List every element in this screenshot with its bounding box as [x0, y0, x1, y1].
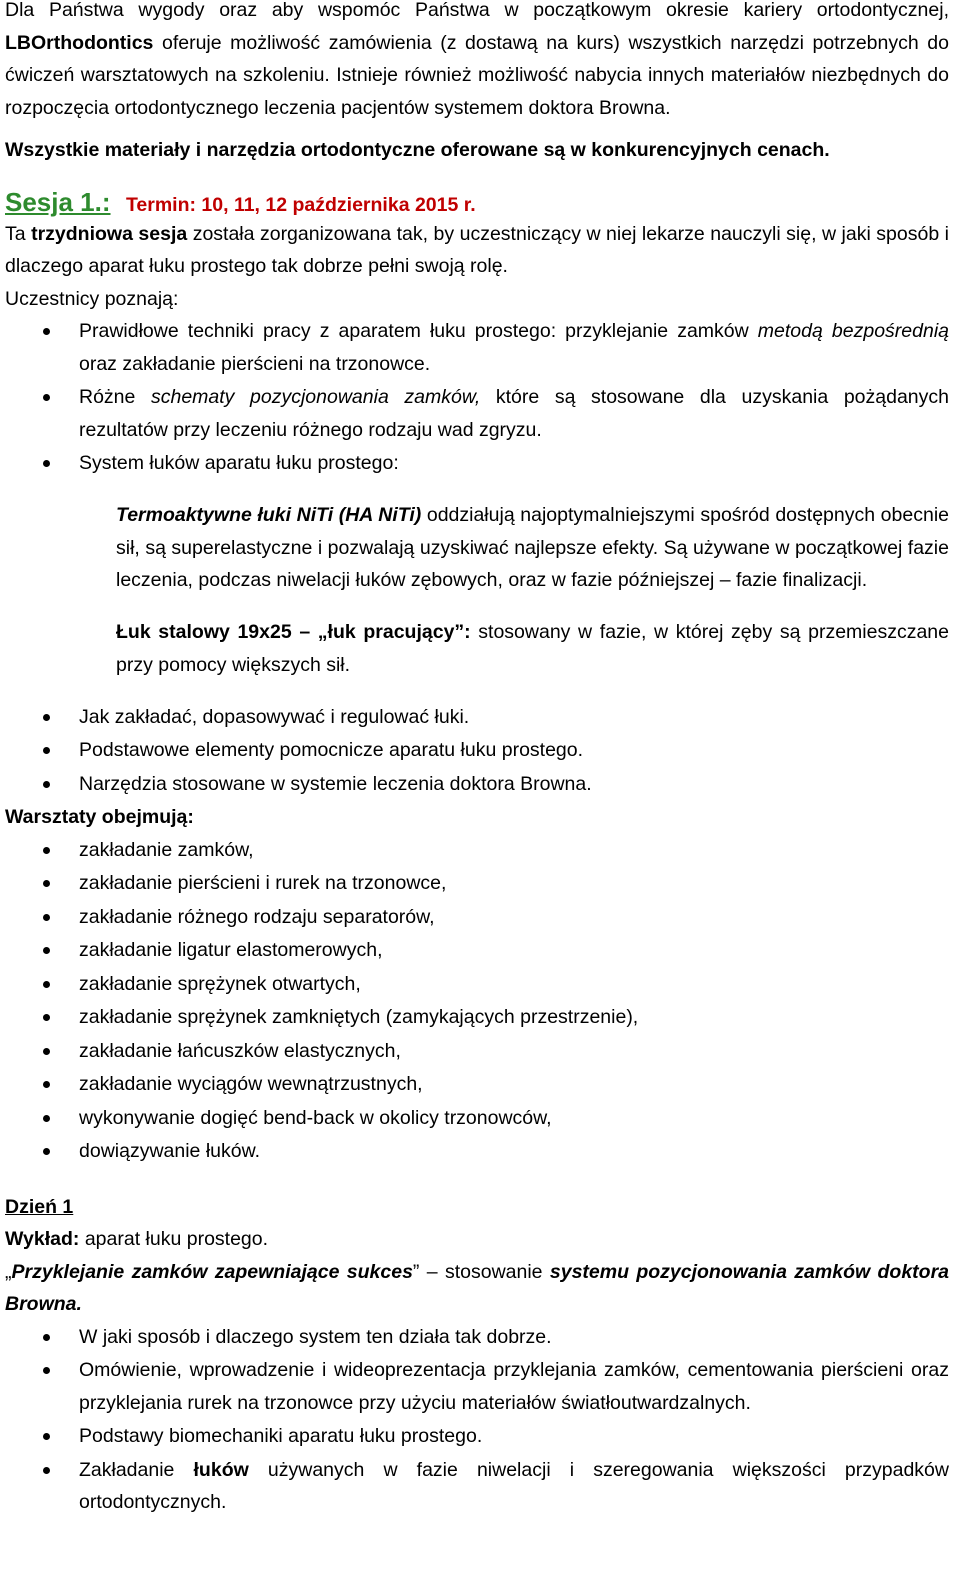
intro-text-1: Dla Państwa wygody oraz aby wspomóc Państwa w początkowym okresie kariery ortodontycznej, — [5, 0, 949, 21]
bonding-system: systemu pozycjonowania zamków doktora Browna. — [5, 1260, 950, 1315]
intro-paragraph — [5, 0, 949, 124]
list-item — [5, 447, 949, 480]
quote-close: ” — [412, 1260, 420, 1283]
workshop-list — [5, 834, 949, 1168]
day-heading: Dzień 1 — [5, 1195, 74, 1218]
list-item: zakładanie zamków, — [5, 834, 949, 867]
archwire-steel-paragraph — [116, 616, 949, 681]
steel-term: Łuk stalowy 19x25 – „łuk pracujący”: — [116, 621, 471, 643]
list-item: zakładanie ligatur elastomerowych, — [5, 934, 949, 967]
pricing-note: Wszystkie materiały i narzędzia ortodontyczne oferowane są w konkurencyjnych cenach. — [5, 139, 830, 161]
list-item: zakładanie wyciągów wewnątrzustnych, — [5, 1068, 949, 1101]
learn-list — [5, 315, 949, 480]
item-text: Zakładanie — [79, 1458, 194, 1481]
item-italic: schematy pozycjonowania zamków, — [150, 386, 481, 408]
lecture-line — [5, 1223, 949, 1256]
list-item: zakładanie sprężynek otwartych, — [5, 968, 949, 1001]
list-item: dowiązywanie łuków. — [5, 1135, 949, 1168]
lecture-label: Wykład: — [5, 1228, 80, 1250]
item-text: System łuków aparatu łuku prostego: — [79, 452, 399, 474]
list-item: Jak zakładać, dopasowywać i regulować łuki. — [5, 701, 949, 734]
list-item: zakładanie sprężynek zamkniętych (zamykających przestrzenie), — [5, 1001, 949, 1034]
quote-open: „ — [5, 1260, 12, 1283]
day1-list — [5, 1321, 949, 1519]
list-item: wykonywanie dogięć bend-back w okolicy trzonowców, — [5, 1102, 949, 1135]
list-item: zakładanie różnego rodzaju separatorów, — [5, 901, 949, 934]
list-item: zakładanie łańcuszków elastycznych, — [5, 1035, 949, 1068]
item-text: które są stosowane dla uzyskania pożądanych rezultatów przy leczeniu różnego rodzaju wad zgryzu. — [79, 386, 949, 441]
lecture-text: aparat łuku prostego. — [79, 1228, 269, 1250]
item-text: Różne — [79, 386, 151, 408]
niti-term: Termoaktywne łuki NiTi (HA NiTi) — [116, 504, 422, 526]
session-date: Termin: 10, 11, 12 października 2015 r. — [125, 193, 476, 216]
list-item — [5, 315, 949, 380]
list-item: Narzędzia stosowane w systemie leczenia doktora Browna. — [5, 768, 949, 801]
list-item — [5, 381, 949, 446]
list-item: Podstawowe elementy pomocnicze aparatu łuku prostego. — [5, 734, 949, 767]
item-text: używanych w fazie niwelacji i szeregowania większości przypadków ortodontycznych. — [79, 1458, 949, 1513]
brand-name: LBOrthodontics — [5, 31, 154, 54]
item-italic: metodą bezpośrednią — [757, 320, 949, 342]
niti-text: oddziałują najoptymalniejszymi spośród dostępnych obecnie sił, są superelastyczne i pozwalają uzyskiwać najlepsze efekty. Są używane w początkowej fazie leczenia, podczas niwelacji łuków zębowych, oraz w fazie późniejszej – fazie finalizacji. — [116, 504, 949, 591]
list-item: W jaki sposób i dlaczego system ten działa tak dobrze. — [5, 1321, 949, 1354]
learn-heading: Uczestnicy poznają: — [5, 287, 179, 310]
item-text: oraz zakładanie pierścieni na trzonowce. — [79, 352, 431, 375]
session-desc-bold: trzydniowa sesja — [31, 222, 188, 245]
list-item: zakładanie pierścieni i rurek na trzonowce, — [5, 867, 949, 900]
document-page — [5, 0, 949, 1520]
session-name: Sesja 1.: — [5, 186, 111, 217]
list-item: Omówienie, wprowadzenie i wideoprezentacja przyklejania zamków, cementowania pierścieni oraz przyklejania rurek na trzonowce przy użyciu materiałów światłoutwardzalnych. — [5, 1354, 949, 1419]
bonding-subtitle — [5, 1256, 949, 1321]
session-desc-text-2: została zorganizowana tak, by uczestniczący w niej lekarze nauczyli się, w jaki sposób i dlaczego aparat łuku prostego tak dobrze pełni swoją rolę. — [5, 222, 950, 277]
workshop-heading: Warsztaty obejmują: — [5, 806, 194, 828]
item-text: Prawidłowe techniki pracy z aparatem łuku prostego: przyklejanie zamków — [79, 320, 758, 342]
bonding-title: Przyklejanie zamków zapewniające sukces — [11, 1260, 413, 1283]
intro-text-2: oferuje możliwość zamówienia (z dostawą na kurs) wszystkich narzędzi potrzebnych do ćwiczeń warsztatowych na szkoleniu. Istnieje również możliwość nabycia innych materiałów niezbędnych do rozpoczęcia ortodontycznego leczenia pacjentów systemem doktora Browna. — [5, 31, 949, 119]
list-item: Podstawy biomechaniki aparatu łuku prostego. — [5, 1420, 949, 1453]
bonding-mid: – stosowanie — [419, 1260, 550, 1283]
archwire-niti-paragraph — [116, 499, 949, 597]
list-item — [5, 1454, 949, 1519]
learn-list-continued — [5, 701, 949, 801]
session-desc-text: Ta — [5, 222, 32, 245]
spacer — [5, 1169, 949, 1191]
session-description — [5, 218, 949, 283]
steel-text: stosowany w fazie, w której zęby są przemieszczane przy pomocy większych sił. — [116, 621, 949, 676]
item-bold: łuków — [193, 1458, 249, 1481]
